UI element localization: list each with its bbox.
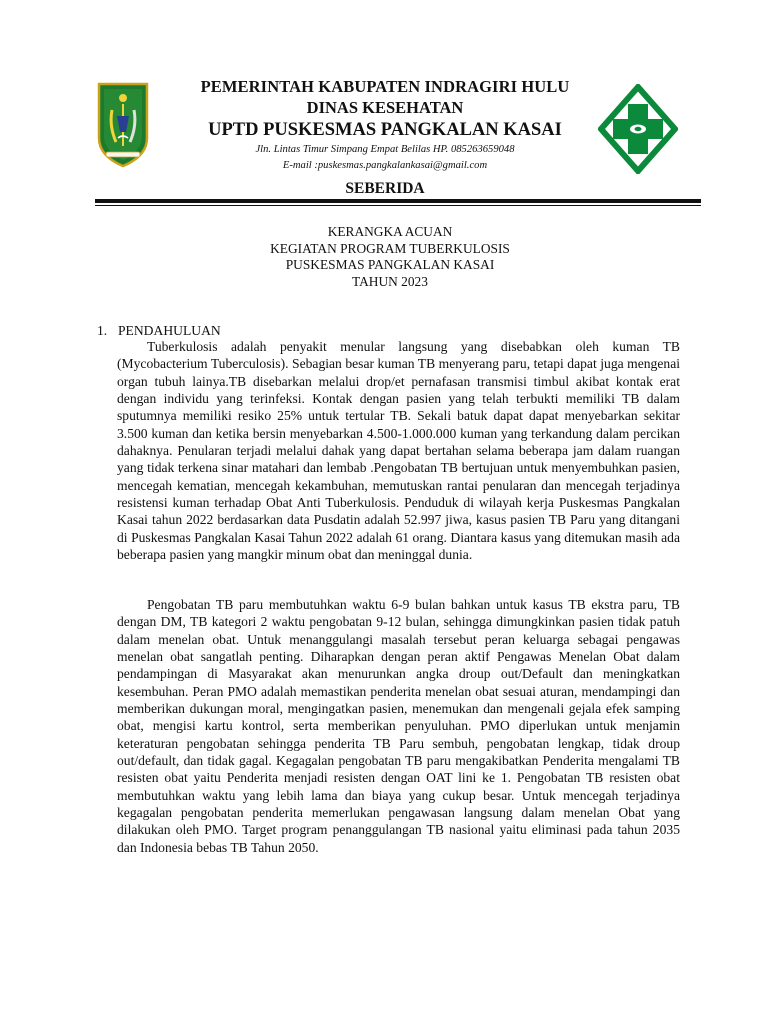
- title-line-3: PUSKESMAS PANGKALAN KASAI: [285, 257, 495, 272]
- section-title: PENDAHULUAN: [118, 323, 221, 338]
- regency-coat-of-arms-icon: [96, 80, 150, 168]
- header-divider-thick: [95, 199, 701, 203]
- document-title: [150, 224, 630, 290]
- title-line-2: KEGIATAN PROGRAM TUBERKULOSIS: [270, 240, 510, 256]
- email-line: E-mail :puskesmas.pangkalankasai@gmail.com: [282, 160, 488, 171]
- address-line: Jln. Lintas Timur Simpang Empat Belilas HP. 085263659048: [255, 144, 515, 155]
- paragraph: Tuberkulosis adalah penyakit menular langsung yang disebabkan oleh kuman TB (Mycobacterium Tuberculosis). Sebagian besar kuman TB menyerang paru, tetapi dapat juga mengenai organ tubuh lainya.TB disebarkan melalui drop/et pernafasan transmisi timbul akibat kontak erat dengan individu yang terinfeksi. Kontak dengan pasien yang telah terbukti memiliki TB dalam sputumnya memiliki resiko 25% untuk tertular TB. Sekali batuk dapat dapat menyebarkan sekitar 3.500 kuman dan ketika bersin menyebarkan 4.500-1.000.000 kuman yang terkandung dalam percikan dahaknya. Penularan terjadi melalui dahak yang dapat bertahan selama beberapa jam dalam ruangan yang tidak terkena sinar matahari dan lembab .Pengobatan TB bertujuan untuk menyembuhkan pasien, mencegah kematian, mencegah kekambuhan, memutuskan rantai penularan dan mencegah terjadinya resistensi kuman terhadap Obat Anti Tuberkulosis. Penduduk di wilayah kerja Puskesmas Pangkalan Kasai tahun 2022 berdasarkan data Pusdatin adalah 52.997 jiwa, kasus pasien TB Paru yang ditangani di Puskesmas Pangkalan Kasai Tahun 2022 adalah 61 orang. Diantara kasus yang ditemukan masih ada beberapa pasien yang mangkir minum obat dan meninggal dunia.: [117, 339, 680, 563]
- institution-name: UPTD PUSKESMAS PANGKALAN KASAI: [208, 120, 562, 140]
- section-number: 1.: [97, 323, 108, 338]
- paragraph: Pengobatan TB paru membutuhkan waktu 6-9 bulan bahkan untuk kasus TB ekstra paru, TB dengan DM, TB kategori 2 waktu pengobatan 9-12 bulan, sehingga dimungkinkan pasien tidak patuh dalam menelan obat. Untuk menanggulangi masalah tersebut peran keluarga sebagai pengawas menelan obat sangatlah penting. Diharapkan dengan peran aktif Pengawas Menelan Obat dalam pendampingan di Masyarakat akan menurunkan angka droup out/Default dan meningkatkan kesembuhan. Peran PMO adalah memastikan penderita menelan obat sesuai aturan, mendampingi dan memberikan dukungan moral, mengingatkan pasien, menemukan dan mengenali gejala efek samping obat, mengisi kartu kontrol, serta memberikan penyuluhan. PMO diperlukan untuk menjamin keteraturan pengobatan sehingga penderita TB Paru sembuh, pengobatan lengkap, tidak droup out/default, dan tidak gagal. Kegagalan pengobatan TB paru mengakibatkan Penderita mengalami TB resisten obat yaitu Penderita menjadi resisten dengan OAT lini ke 1. Pengobatan TB resisten obat membutuhkan waktu yang lebih lama dan biaya yang cukup besar. Untuk mencegah terjadinya kegagalan pengobatan penderita memerlukan pengawasan langsung dalam menelan Obat yang dilakukan oleh PMO. Target program penanggulangan TB nasional yaitu eliminasi pada tahun 2035 dan Indonesia bebas TB Tahun 2050.: [117, 597, 680, 855]
- district-name: SEBERIDA: [345, 180, 425, 197]
- letterhead: [170, 76, 600, 202]
- title-line-1: KERANGKA ACUAN: [327, 224, 453, 239]
- section-heading: [97, 322, 221, 339]
- puskesmas-cross-logo-icon: [598, 84, 678, 174]
- department-name: DINAS KESEHATAN: [306, 98, 464, 117]
- government-name: PEMERINTAH KABUPATEN INDRAGIRI HULU: [200, 77, 570, 96]
- header-divider-thin: [95, 205, 701, 206]
- title-line-4: TAHUN 2023: [352, 273, 428, 289]
